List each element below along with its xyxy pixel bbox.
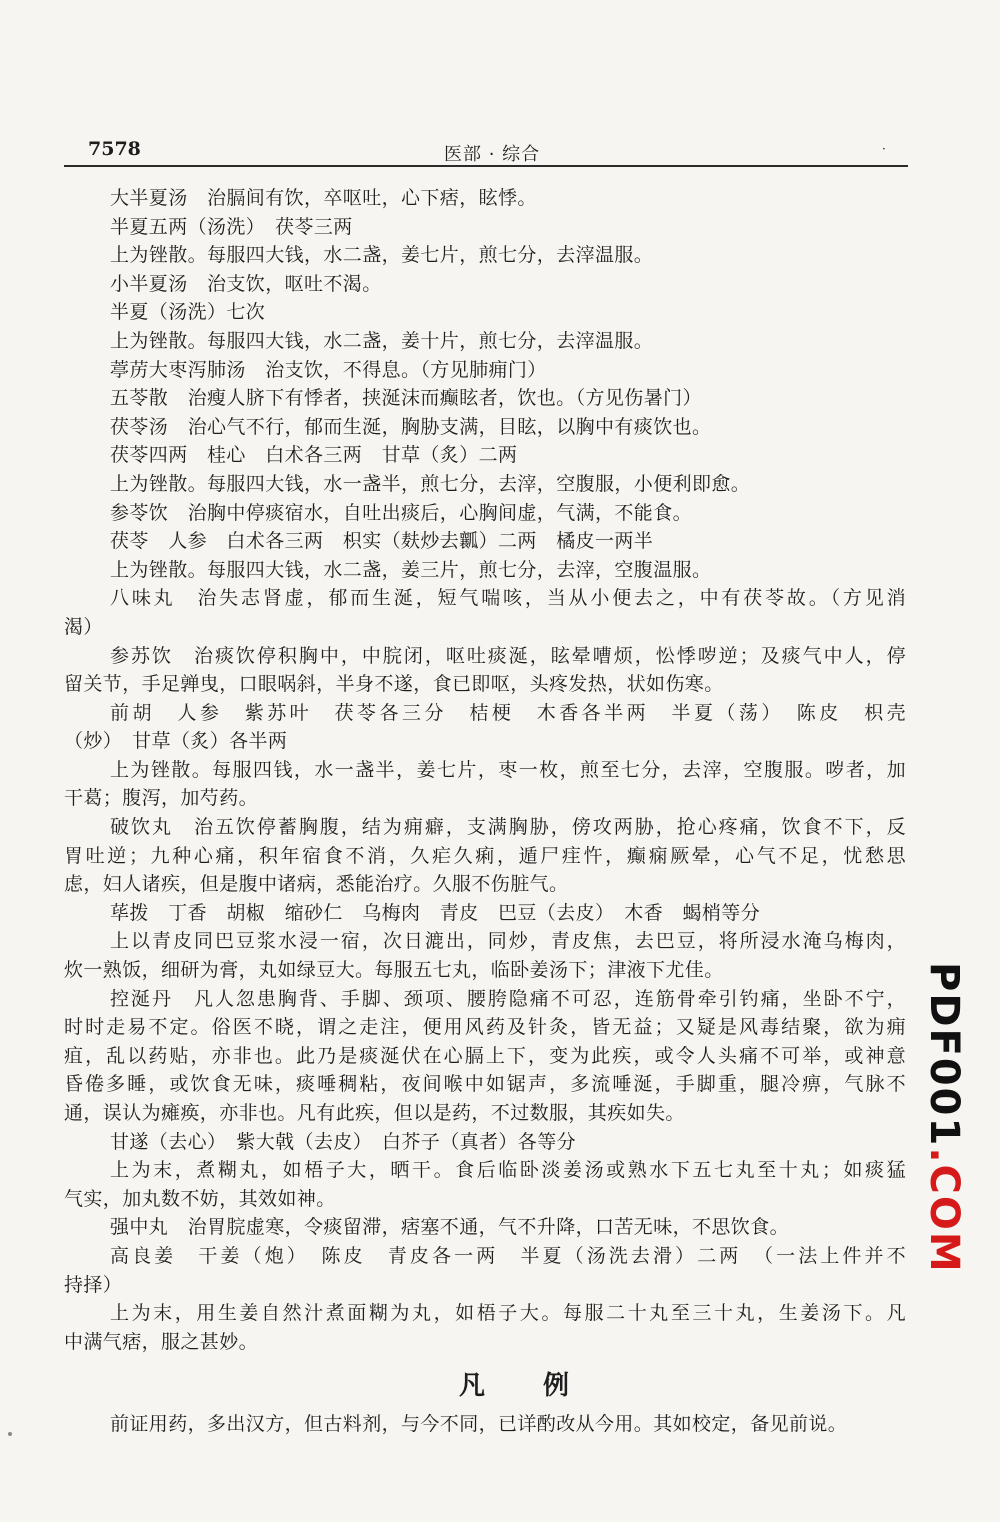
text-line: 上为锉散。每服四大钱，水二盏，姜三片，煎七分，去滓，空腹温服。 bbox=[110, 558, 712, 581]
text-line: 上为锉散。每服四大钱，水一盏半，煎七分，去滓，空腹服，小便利即愈。 bbox=[110, 472, 751, 495]
text-line: 胃吐逆；九种心痛，积年宿食不消，久疟久痢，遁尸疰忤，癫痫厥晕，心气不足，忧愁思 bbox=[64, 844, 906, 867]
text-line: 上为末，用生姜自然汁煮面糊为丸，如梧子大。每服二十丸至三十丸，生姜汤下。凡 bbox=[110, 1302, 906, 1325]
text-line: 八味丸 治失志肾虚，郁而生涎，短气喘咳，当从小便去之，中有茯苓故。（方见消 bbox=[110, 587, 906, 610]
text-line: 时时走易不定。俗医不晓，谓之走注，便用风药及针灸，皆无益；又疑是风毒结聚，欲为痈 bbox=[64, 1016, 906, 1039]
text-line: 参苏饮 治痰饮停积胸中，中脘闭，呕吐痰涎，眩晕嘈烦，忪悸哕逆；及痰气中人，停 bbox=[110, 644, 906, 667]
section-text: 前证用药，多出汉方，但古料剂，与今不同，已详酌改从今用。其如校定，备见前说。 bbox=[110, 1413, 848, 1435]
main-text bbox=[64, 184, 906, 1356]
watermark-text-main: PDF001 bbox=[921, 962, 967, 1148]
text-line: 持择） bbox=[64, 1273, 123, 1296]
text-line: 上为末，煮糊丸，如梧子大，晒干。食后临卧淡姜汤或熟水下五七丸至十丸；如痰猛 bbox=[110, 1159, 906, 1182]
section-title: 凡例 bbox=[458, 1371, 627, 1401]
text-line: 甘遂（去心） 紫大戟（去皮） 白芥子（真者）各等分 bbox=[110, 1130, 577, 1153]
text-line: 前胡 人参 紫苏叶 茯苓各三分 桔梗 木香各半两 半夏（荡） 陈皮 枳壳 bbox=[110, 701, 906, 724]
text-line: 大半夏汤 治膈间有饮，卒呕吐，心下痞，眩悸。 bbox=[110, 187, 537, 209]
text-line: 通，误认为瘫痪，亦非也。凡有此疾，但以是药，不过数服，其疾如失。 bbox=[64, 1102, 685, 1124]
text-line: 气实，加丸数不妨，其效如神。 bbox=[64, 1187, 336, 1210]
text-line: 茯苓 人参 白术各三两 枳实（麸炒去瓤）二两 橘皮一两半 bbox=[110, 530, 654, 553]
text-line: （炒） 甘草（炙）各半两 bbox=[64, 730, 288, 753]
text-line: 炊一熟饭，细研为膏，丸如绿豆大。每服五七丸，临卧姜汤下；津液下尤佳。 bbox=[64, 959, 724, 982]
text-line: 半夏（汤洗）七次 bbox=[110, 301, 266, 324]
watermark bbox=[921, 962, 967, 1274]
watermark-text-domain: .COM bbox=[921, 1147, 967, 1274]
text-line: 高良姜 干姜（炮） 陈皮 青皮各一两 半夏（汤洗去滑）二两 （一法上件并不 bbox=[110, 1244, 906, 1267]
text-line: 小半夏汤 治支饮，呕吐不渴。 bbox=[110, 272, 382, 295]
page-number: 7578 bbox=[88, 138, 141, 160]
text-line: 强中丸 治胃脘虚寒，令痰留滞，痞塞不通，气不升降，口苦无味，不思饮食。 bbox=[110, 1216, 790, 1239]
text-line: 半夏五两（汤洗） 茯苓三两 bbox=[110, 215, 353, 238]
text-line: 留关节，手足亸曳，口眼㖞斜，半身不遂，食已即呕，头疼发热，状如伤寒。 bbox=[64, 673, 724, 696]
text-line: 参苓饮 治胸中停痰宿水，自吐出痰后，心胸间虚，气满，不能食。 bbox=[110, 501, 693, 524]
text-line: 茯苓四两 桂心 白术各三两 甘草（炙）二两 bbox=[110, 444, 518, 467]
scan-speck bbox=[8, 1432, 12, 1436]
text-line: 上以青皮同巴豆浆水浸一宿，次日漉出，同炒，青皮焦，去巴豆，将所浸水淹乌梅肉， bbox=[110, 930, 906, 953]
text-line: 茯苓汤 治心气不行，郁而生涎，胸胁支满，目眩，以胸中有痰饮也。 bbox=[110, 415, 712, 438]
corner-mark: · bbox=[882, 142, 886, 156]
page-header bbox=[64, 136, 908, 166]
text-line: 上为锉散。每服四大钱，水二盏，姜七片，煎七分，去滓温服。 bbox=[110, 244, 654, 267]
text-line: 疽，乱以药贴，亦非也。此乃是痰涎伏在心膈上下，变为此疾，或令人头痛不可举，或神意 bbox=[64, 1044, 906, 1067]
text-line: 中满气痞，服之甚妙。 bbox=[64, 1330, 259, 1353]
text-line: 五苓散 治瘦人脐下有悸者，挟涎沫而癫眩者，饮也。（方见伤暑门） bbox=[110, 387, 702, 410]
text-line: 葶苈大枣泻肺汤 治支饮，不得息。（方见肺痈门） bbox=[110, 358, 547, 381]
text-line: 渴） bbox=[64, 615, 103, 638]
text-line: 上为锉散。每服四钱，水一盏半，姜七片，枣一枚，煎至七分，去滓，空腹服。哕者，加 bbox=[110, 758, 906, 781]
text-line: 虑，妇人诸疾，但是腹中诸病，悉能治疗。久服不伤脏气。 bbox=[64, 873, 569, 896]
text-line: 干葛；腹泻，加芍药。 bbox=[64, 787, 259, 810]
text-line: 上为锉散。每服四大钱，水二盏，姜十片，煎七分，去滓温服。 bbox=[110, 329, 654, 352]
text-line: 荜拨 丁香 胡椒 缩砂仁 乌梅肉 青皮 巴豆（去皮） 木香 蝎梢等分 bbox=[110, 901, 761, 924]
running-head: 医部 · 综合 bbox=[444, 144, 541, 165]
text-line: 控涎丹 凡人忽患胸背、手脚、颈项、腰胯隐痛不可忍，连筋骨牵引钓痛，坐卧不宁， bbox=[110, 987, 906, 1010]
header-rule bbox=[64, 165, 908, 167]
section-text-block bbox=[64, 1410, 906, 1439]
text-line: 昏倦多睡，或饮食无味，痰唾稠粘，夜间喉中如锯声，多流唾涎，手脚重，腿冷痹，气脉不 bbox=[64, 1073, 906, 1096]
text-line: 破饮丸 治五饮停蓄胸腹，结为痈癖，支满胸胁，傍攻两胁，抢心疼痛，饮食不下，反 bbox=[110, 816, 906, 839]
